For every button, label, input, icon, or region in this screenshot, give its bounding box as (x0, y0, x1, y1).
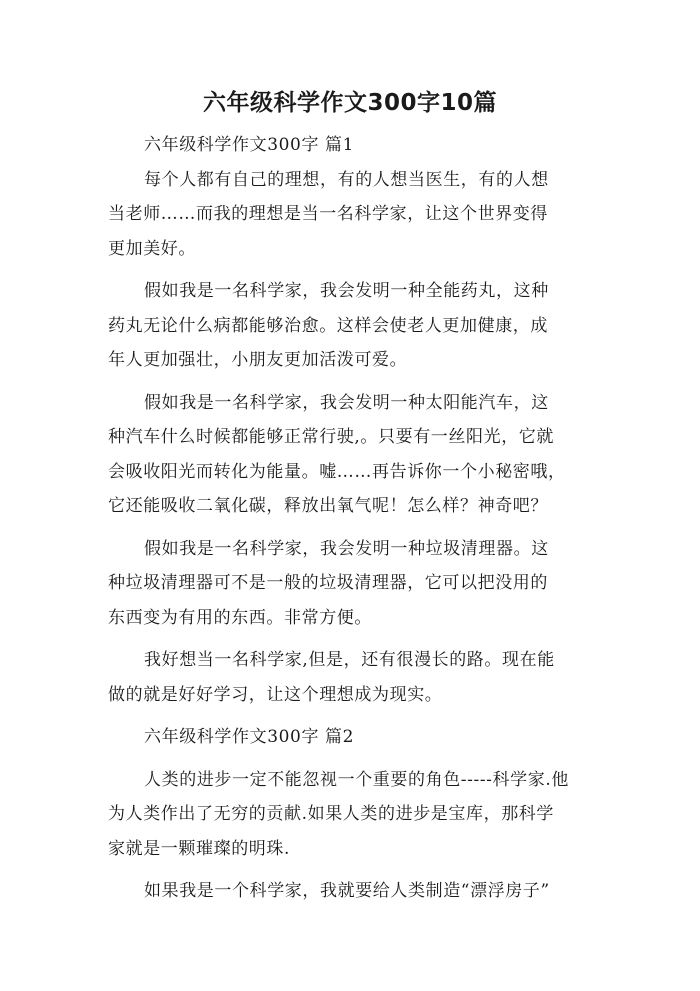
paragraph-line: 更加美好。 (108, 238, 196, 259)
paragraph-line: 做的就是好好学习，让这个理想成为现实。 (108, 684, 443, 705)
paragraph-line: 当老师……而我的理想是当一名科学家，让这个世界变得 (108, 204, 548, 224)
paragraph-line: 家就是一颗璀璨的明珠. (108, 838, 291, 859)
paragraph-line: 药丸无论什么病都能够治愈。这样会使老人更加健康，成 (108, 315, 548, 336)
section-heading: 六年级科学作文300字 篇2 (144, 727, 355, 747)
paragraph-line: 它还能吸收二氧化碳，释放出氧气呢！怎么样？神奇吧？ (108, 496, 548, 516)
paragraph (108, 874, 598, 909)
paragraph-line: 年人更加强壮，小朋友更加活泼可爱。 (108, 350, 408, 370)
document-body (108, 128, 598, 909)
paragraph (108, 386, 598, 524)
paragraph-line: 每个人都有自己的理想，有的人想当医生，有的人想 (144, 169, 549, 190)
paragraph-line: 我好想当一名科学家,但是，还有很漫长的路。现在能 (144, 650, 555, 670)
paragraph (108, 763, 598, 867)
paragraph (108, 274, 598, 378)
paragraph-line: 假如我是一名科学家，我会发明一种垃圾清理器。这 (144, 538, 549, 559)
section-heading: 六年级科学作文300字 篇1 (144, 135, 355, 155)
paragraph-line: 人类的进步一定不能忽视一个重要的角色-----科学家.他 (144, 769, 569, 790)
paragraph (108, 643, 598, 712)
paragraph-line: 假如我是一名科学家，我会发明一种全能药丸，这种 (144, 281, 549, 301)
paragraph-line: 种垃圾清理器可不是一般的垃圾清理器，它可以把没用的 (108, 573, 548, 593)
paragraph-line: 种汽车什么时候都能够正常行驶,。只要有一丝阳光，它就 (108, 427, 555, 447)
paragraph-line: 为人类作出了无穷的贡献.如果人类的进步是宝库，那科学 (108, 804, 555, 824)
paragraph-line: 假如我是一名科学家，我会发明一种太阳能汽车，这 (144, 392, 549, 413)
paragraph-line: 东西变为有用的东西。非常方便。 (108, 607, 372, 628)
paragraph (108, 163, 598, 267)
paragraph (108, 532, 598, 636)
paragraph-line: 会吸收阳光而转化为能量。嘘……再告诉你一个小秘密哦， (108, 461, 566, 482)
paragraph-line: 如果我是一个科学家，我就要给人类制造“漂浮房子” (144, 881, 550, 901)
document-title: 六年级科学作文300字10篇 (202, 90, 498, 116)
